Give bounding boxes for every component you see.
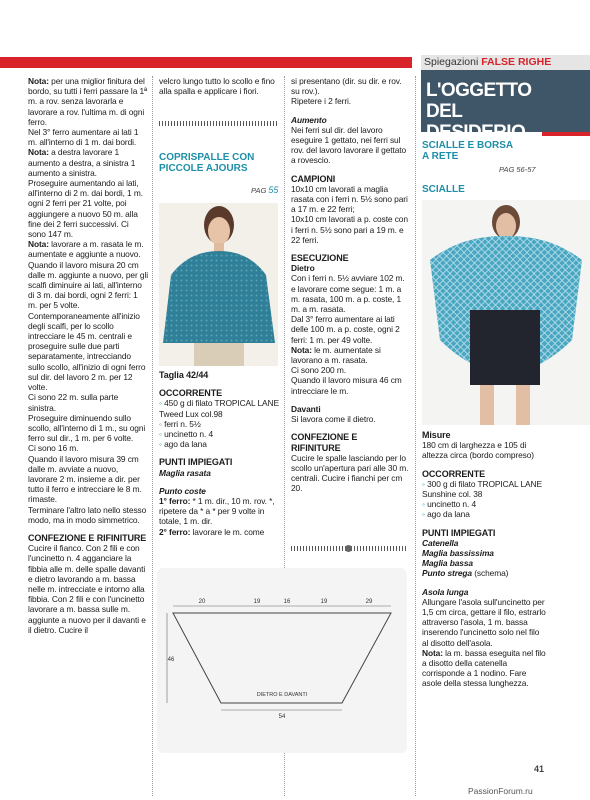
text: Quando il lavoro misura 20 cm dalle m. aggiunte a nuovo, per gli scalfi diminuire ai lati, all'interno di 3 m. dai bordi, ogni 2 ferri: 1 m. per 5 volte. [28,259,148,311]
list-item: Catenella [422,537,459,548]
list-item: ◦ uncinetto n. 4 [422,499,546,509]
list-item: ◦ ago da lana [159,439,279,449]
section-heading: OCCORRENTE [422,468,486,479]
text: a destra lavorare 1 aumento a destra, a sinistra 1 aumento a sinistra. [28,147,136,178]
list-item: Punto strega [422,568,472,579]
pag-number: 55 [268,185,279,195]
measure-4: 19 [320,599,328,605]
subtitle: SCIALLE E BORSA A RETE [422,140,513,162]
text: Ripetere i 2 ferri. [291,96,352,107]
list-item: Maglia bassissima [422,548,494,559]
text: Nel 3° ferro aumentare ai lati 1 m. all'interno di 1 m. dai bordi. [28,127,139,148]
list-item: ◦ 450 g di filato TROPICAL LANE Tweed Lux col.98 [159,398,279,418]
measure-3: 16 [283,599,291,605]
product-photo-scialle [422,200,590,425]
row-label: 2° ferro: [159,526,191,537]
measure-5: 29 [365,599,373,605]
pag-label: PAG [251,186,267,195]
note-label: Nota: [28,239,49,250]
subtitle-pages: PAG 56-57 [499,165,536,174]
diagram-background [157,568,407,753]
product-title-scialle: SCIALLE [422,184,465,195]
measure-2: 19 [253,599,261,605]
subsection-heading: Misure [422,430,451,440]
text: Nei ferri sul dir. del lavoro eseguire 1 gettato, nei ferri sul rov. del lavoro lavorare il gettato a rovescio. [291,124,407,166]
subsection-heading: Davanti [291,403,321,414]
note: (schema) [474,568,509,579]
section-tag [421,55,590,70]
text: Terminare l'altro lato nello stesso modo, ma in modo simmetrico. [28,504,147,525]
piece-label: DIETRO E DAVANTI [256,692,308,698]
divider-dot [345,545,352,552]
section-heading: ESECUZIONE [291,253,349,264]
text: 10x10 cm lavorati a p. coste con i ferri n. 5½ sono pari a 19 m. e 22 ferri. [291,214,408,245]
section-heading: PUNTI IMPIEGATI [422,527,496,538]
page-title: L'OGGETTO DEL DESIDERIO [426,80,532,143]
section-name: FALSE RIGHE [481,56,552,68]
list-item: ◦ ferri n. 5½ [159,419,279,429]
text: Quando il lavoro misura 39 cm dalle m. avviate a nuovo, lavorare 2 m. insieme a dir. per tutto il ferro e intrecciare le 8 m. rimaste. [28,453,142,505]
measure-height: 46 [167,657,175,663]
section-heading: OCCORRENTE [159,388,223,399]
watermark: PassionForum.ru [468,786,533,796]
text: si presentano (dir. su dir. e rov. su rov.). [291,76,402,97]
text: le m. aumentate si lavorano a m. rasata. [291,344,381,366]
note-label: Nota: [422,647,443,658]
page-number: 41 [534,764,545,774]
text: Cucire le spalle lasciando per lo scollo un'apertura pari alle 30 m. centrali. Cucire i fianchi per cm 20. [291,452,409,494]
text: Dal 3° ferro aumentare ai lati delle 100 m. a p. coste, ogni 2 ferri: 1 m. per 49 volte. [291,314,400,345]
size-label: Taglia 42/44 [159,370,209,380]
list-item: ◦ ago da lana [422,509,546,519]
row-label: 1° ferro: [159,496,191,507]
note-label: Nota: [291,344,312,355]
section-heading: CONFEZIONE E RIFINITURE [291,432,358,453]
subsection-heading: Aumento [291,114,327,125]
model-illustration [159,203,278,366]
column-4 [422,430,546,689]
text: 10x10 cm lavorati a maglia rasata con i ferri n. 5½ sono pari a 17 m. e 22 ferri; [291,183,408,215]
divider-ruler [159,121,278,126]
product-title: COPRISPALLE CON PICCOLE AJOURS [159,152,255,174]
product-photo-coprispalle [159,203,278,366]
text: velcro lungo tutto lo scollo e fino alla spalla e applicare i fiori. [159,76,275,97]
subsection-heading: Dietro [291,263,315,274]
pattern-diagram [157,568,407,753]
column-divider [152,76,154,796]
note-label: Nota: [28,147,49,158]
section-heading: CONFEZIONE E RIFINITURE [28,532,147,543]
measure-bottom: 54 [278,714,286,720]
text: la m. bassa eseguita nel filo a disotto della catenella corrisponde a 1 nodino. Fare asole della stessa lunghezza. [422,647,546,689]
list-item: Maglia rasata [159,467,211,478]
note-label: Nota: [28,76,49,86]
coprispalle-details [159,370,279,537]
text: Ci sono 200 m. [291,365,346,376]
list-item: ◦ 300 g di filato TROPICAL LANE Sunshine col. 38 [422,479,546,499]
subsection-heading: Asola lunga [422,586,469,597]
title-banner-accent [542,132,590,136]
subsection-heading: Punto coste [159,485,206,496]
text: Ci sono 22 m. sulla parte sinistra. [28,392,119,413]
section-heading: PUNTI IMPIEGATI [159,457,233,468]
column-3 [291,76,409,494]
text: Cucire il fianco. Con 2 fili e con l'uncinetto n. 4 agganciare la fibbia alle m. delle spalle davanti e dietro lavorando a m. bassa nelle m. intrecciate e intorno alla fibbia. Con 2 fili e con l'uncinetto lavorare a m. bassa sulle m. aggiunte a nuovo per il davanti e il dietro. Cucire il [28,543,146,635]
column-divider [415,76,417,796]
list-item: ◦ uncinetto n. 4 [159,429,279,439]
text: * 1 m. dir., 10 m. rov. *, ripetere da * a * per 9 volte in totale, 1 m. dir. [159,496,275,527]
list-item: Maglia bassa [422,558,473,569]
measure-1: 20 [198,599,206,605]
red-header-bar [0,57,412,68]
column-2 [159,76,279,96]
text: Si lavora come il dietro. [291,414,376,425]
text: Contemporaneamente all'inizio degli scalfi, per lo scollo intrecciare le 45 m. centrali e proseguire sulle due parti separatamente, intrecciando sullo scollo, all'inizio di ogni ferro sul dir. del lavoro 2 m. per 12 volte. [28,310,146,393]
text: Allungare l'asola sull'uncinetto per 1,5 cm circa, gettare il filo, estrarlo attraverso l'asola, 1 m. bassa inserendo l'uncinetto solo nel filo al disotto dell'asola. [422,596,546,648]
text: Proseguire aumentando ai lati, all'interno di 2 m. dai bordi, 1 m. ogni 2 ferri per 21 volte, poi aggiungere a nuovo 50 m. alla fine dei 2 ferri successivi. Ci sono 147 m. [28,178,143,240]
shawl-model-illustration [422,200,590,425]
text: per una miglior finitura del bordo, su tutti i ferri passare la 1ª m. a rov. senza lavorarla e lavorare a rov. l'ultima m. di ogni ferro. [28,76,148,127]
text: Quando il lavoro misura 46 cm intrecciare le m. [291,375,402,396]
text: 180 cm di larghezza e 105 di altezza circa (bordo compreso) [422,440,534,461]
section-heading: CAMPIONI [291,173,336,184]
column-1 [28,76,148,635]
text: lavorare le m. come [192,526,265,537]
section-prefix: Spiegazioni [424,56,479,68]
text: Con i ferri n. 5½ avviare 102 m. e lavorare come segue: 1 m. a m. rasata, 100 m. a p. coste, 1 m. a m. rasata. [291,273,405,315]
text: Ci sono 16 m. [28,443,79,454]
text: Proseguire diminuendo sullo scollo, all'interno di 1 m., su ogni ferro sul dir., 1 m. per 6 volte. [28,412,146,444]
text: lavorare a m. rasata le m. aumentate e aggiunte a nuovo. [28,239,144,260]
